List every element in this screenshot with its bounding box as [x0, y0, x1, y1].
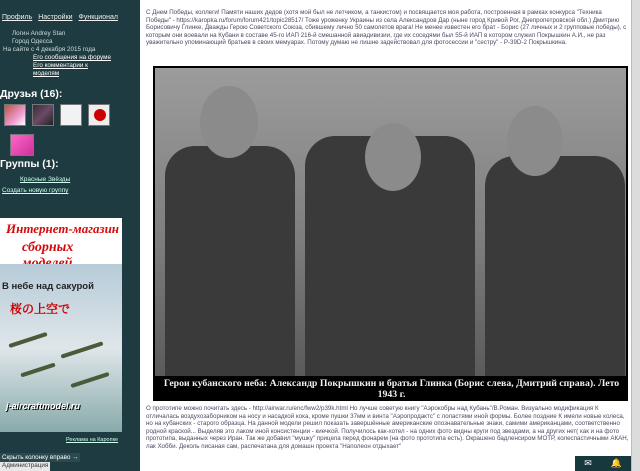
ad-banner[interactable]: [0, 218, 122, 432]
chat-icon[interactable]: ✉: [584, 458, 592, 468]
head-center: [365, 123, 421, 191]
chat-widget[interactable]: [575, 456, 631, 471]
comments-link-2[interactable]: моделям: [33, 70, 60, 77]
tab-profile[interactable]: Профиль: [2, 14, 33, 21]
figure-left: [165, 146, 295, 376]
admin-link[interactable]: Администрация: [2, 462, 49, 469]
since-text: На сайте с 4 декабря 2015 года: [3, 46, 96, 53]
profile-tabs: [0, 14, 118, 26]
photo-caption: Герои кубанского неба: Александр Покрышкин и братья Глинка (Борис слева, Дмитрий справа). Лето 1943 г.: [163, 378, 620, 400]
comments-link[interactable]: Его комментарии к: [33, 62, 88, 69]
sidebar: [0, 0, 122, 471]
scrollbar[interactable]: [631, 0, 640, 471]
article-text: О прототипе можно почитать здесь - http://airwar.ru/enc/fww2/p39k.html Но лучше советую книгу "Аэрокобры над Кубань"/В.Роман. Визуально модификация К отличалась воздухозаборником на носу и насадкой кока, кроме пушки 37мм и винта "Аэропродактс" с лопастями иной формы. Более поздние К имели новые колеса, но на кубанских - старого образца. На данной модели решил показать завершённые американские опознавательные знаки, самими американцами, соответственно родной краской... Выделяв это лаком иной консистенции - киечкой. Получилось как-хотел - на одних фото видны круги под звездами, а на других нет( как и на фото прототипа, выданных через Иран. Так же добавил "мушку" прицела перед фонарем (на фото прототипа есть). Окрашено бадленсиром МОТР, колеспастичными АКАН, лак Хобби. Деколь писаная сам, распечатана для домашн проекта "Наполеон отдыхает": [146, 405, 629, 450]
login-text: Логин Andrey Stan: [12, 30, 66, 37]
ad-text-1: В небе над сакурой: [2, 281, 94, 292]
intro-text: С Днем Победы, коллеги! Памяти наших дедов (хотя мой был не летчиком, а танкистом) и посвящается моя работа, построенная в рамках конкурса "Техника Победы" - https://karopka.ru/forum/forum421/topic28517/ Тоже уроженку Украины из села Александров Дар (ныне город Кривой Рог, Днепропетровской обл.) Дмитрию Борисовичу Глинке, Дважды Герою Советского Союза, сбившему лично 50 самолетов врага! Не менее известен его брат - Борис (27 личных и 2 групповые победы), с которым они воевали на Кубани в составе 45-го ИАП 216-й смешанной авиадивизии, где их соседями был 55-й ИАП в котором служил Покрышкин А.И., не раз уважительно упоминающий братьев в своих мемуарах. Потому думаю не лишне задействовал для фотосессии и "сестру" - Р-39D-2 Покрышкина.: [146, 9, 627, 47]
friends-title: Друзья (16):: [0, 88, 63, 100]
bell-icon[interactable]: 🔔: [610, 458, 622, 468]
friend-avatar[interactable]: [32, 104, 54, 126]
friend-avatar[interactable]: [60, 104, 82, 126]
hide-column-link[interactable]: Скрыть колонку вправо →: [2, 454, 79, 461]
ad-text-2: 桜の上空で: [10, 302, 71, 316]
ad-caption-link[interactable]: Реклама на Каропке: [66, 437, 119, 443]
ad-title-1: Интернет-магазин: [6, 221, 120, 236]
ad-site: j-aircraftmodel.ru: [6, 401, 81, 411]
friend-avatar[interactable]: [10, 134, 34, 156]
group-link[interactable]: Красные Звёзды: [20, 176, 71, 183]
posts-link[interactable]: Его сообщения на форуме: [33, 54, 111, 61]
friend-avatar[interactable]: [88, 104, 110, 126]
historic-photo: [153, 66, 628, 401]
friend-avatar[interactable]: [4, 104, 26, 126]
create-group-link[interactable]: Создать новую группу: [2, 187, 69, 194]
friends-list: [4, 104, 110, 126]
tab-functions[interactable]: Функционал: [78, 14, 118, 21]
head-right: [507, 106, 563, 176]
tab-settings[interactable]: Настройки: [38, 14, 73, 21]
ad-title-2: сборных: [22, 240, 74, 255]
ad-header: [0, 218, 122, 264]
profile-info: [3, 30, 122, 78]
main-content: [140, 0, 632, 471]
groups-title: Группы (1):: [0, 158, 59, 170]
head-left: [200, 86, 258, 158]
figure-right: [485, 156, 625, 376]
city-text: Город Одесса: [12, 38, 53, 45]
photo-image: [155, 68, 626, 376]
